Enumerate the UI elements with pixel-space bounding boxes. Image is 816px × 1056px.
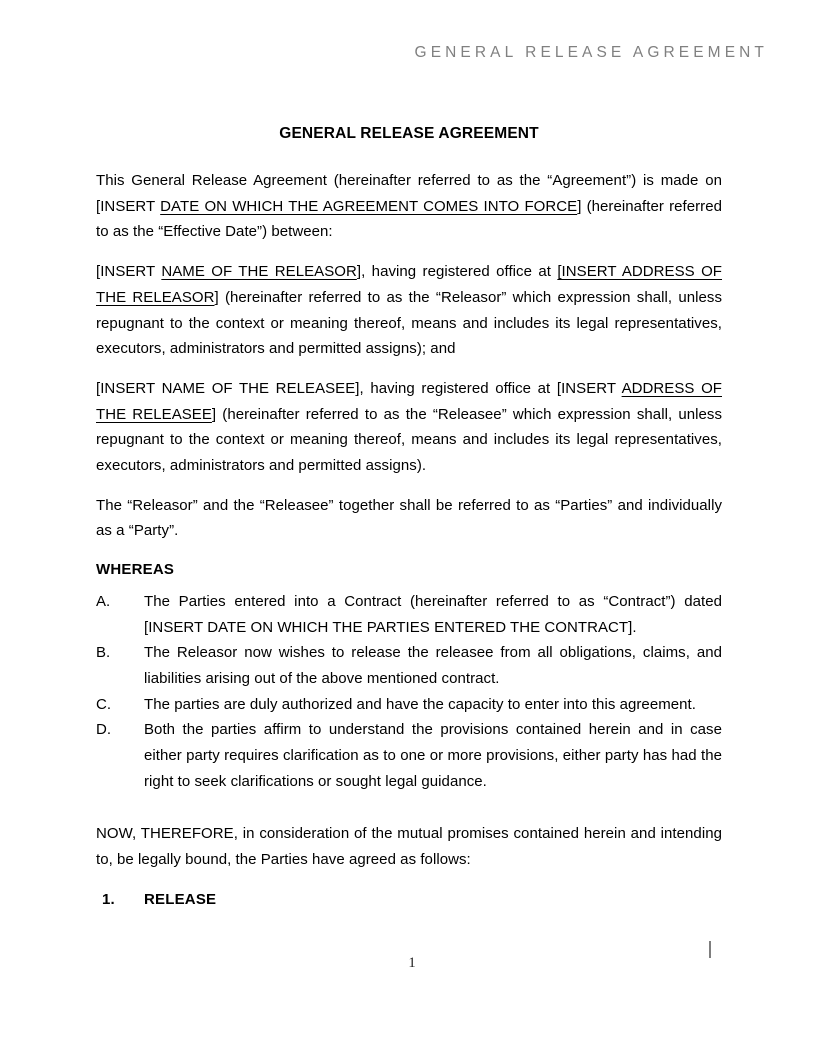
placeholder-releasor-address: [INSERT ADDRESS OF THE RELEASOR — [96, 263, 723, 306]
paragraph-text-segment: ] (hereinafter referred to as the “Effective Date”) between: — [96, 197, 723, 241]
section-title: RELEASE — [144, 890, 217, 908]
list-item-marker: D. — [96, 721, 112, 739]
paragraph-releasor-details — [96, 259, 722, 362]
list-item-marker: C. — [96, 695, 112, 713]
whereas-list — [96, 589, 722, 795]
list-item-marker: A. — [96, 592, 111, 610]
paragraph-text-segment: ] (hereinafter referred to as the “Releasor” which expression shall, unless repugnant to the context or meaning thereof, means and includes its legal representatives, executors, administrators and permitted assigns); and — [96, 288, 722, 358]
list-item — [96, 589, 722, 640]
document-body — [96, 124, 722, 913]
section-heading-release — [96, 887, 722, 913]
placeholder-releasor-name: NAME OF THE RELEASOR — [161, 263, 357, 281]
list-item-text: The Releasor now wishes to release the releasee from all obligations, claims, and liabilities arising out of the above mentioned contract. — [144, 644, 722, 687]
text-cursor-caret — [709, 941, 711, 958]
paragraph-now-therefore: NOW, THEREFORE, in consideration of the mutual promises contained herein and intending to, be legally bound, the Parties have agreed as follows: — [96, 825, 722, 869]
list-item — [96, 692, 722, 718]
paragraph-text-segment: [INSERT NAME OF THE RELEASEE], having registered office at [INSERT — [96, 379, 622, 397]
page-number: 1 — [408, 955, 416, 971]
paragraph-parties-definition: The “Releasor” and the “Releasee” together shall be referred to as “Parties” and individually as a “Party”. — [96, 496, 722, 540]
whereas-heading: WHEREAS — [96, 561, 175, 579]
page-title: GENERAL RELEASE AGREEMENT — [279, 125, 539, 142]
paragraph-agreement-date — [96, 168, 722, 245]
list-item-text: The Parties entered into a Contract (hereinafter referred to as “Contract”) dated [INSERT DATE ON WHICH THE PARTIES ENTERED THE CONTRACT]. — [144, 592, 722, 636]
list-item — [96, 717, 722, 794]
paragraph-text-segment: ], having registered office at — [356, 263, 558, 281]
paragraph-text-segment: This General Release Agreement (hereinafter referred to as the “Agreement”) is made on [INSERT — [96, 172, 722, 215]
list-item-text: Both the parties affirm to understand the provisions contained herein and in case either party requires clarification as to one or more provisions, either party has had the right to seek clarifications or sought legal guidance. — [144, 721, 722, 790]
running-header: GENERAL RELEASE AGREEMENT — [414, 44, 768, 61]
placeholder-effective-date: DATE ON WHICH THE AGREEMENT COMES INTO FORCE — [160, 197, 578, 215]
section-marker: 1. — [102, 890, 115, 908]
paragraph-text-segment: ] (hereinafter referred to as the “Releasee” which expression shall, unless repugnant to the context or meaning thereof, means and includes its legal representatives, executors, administrators and permitted assigns). — [96, 405, 722, 475]
list-item-marker: B. — [96, 644, 111, 662]
paragraph-releasee-details — [96, 376, 722, 479]
placeholder-releasee-address: ADDRESS OF THE RELEASEE — [96, 379, 722, 423]
paragraph-text-segment: [INSERT — [96, 263, 162, 281]
list-item — [96, 640, 722, 691]
list-item-text: The parties are duly authorized and have the capacity to enter into this agreement. — [144, 695, 696, 713]
